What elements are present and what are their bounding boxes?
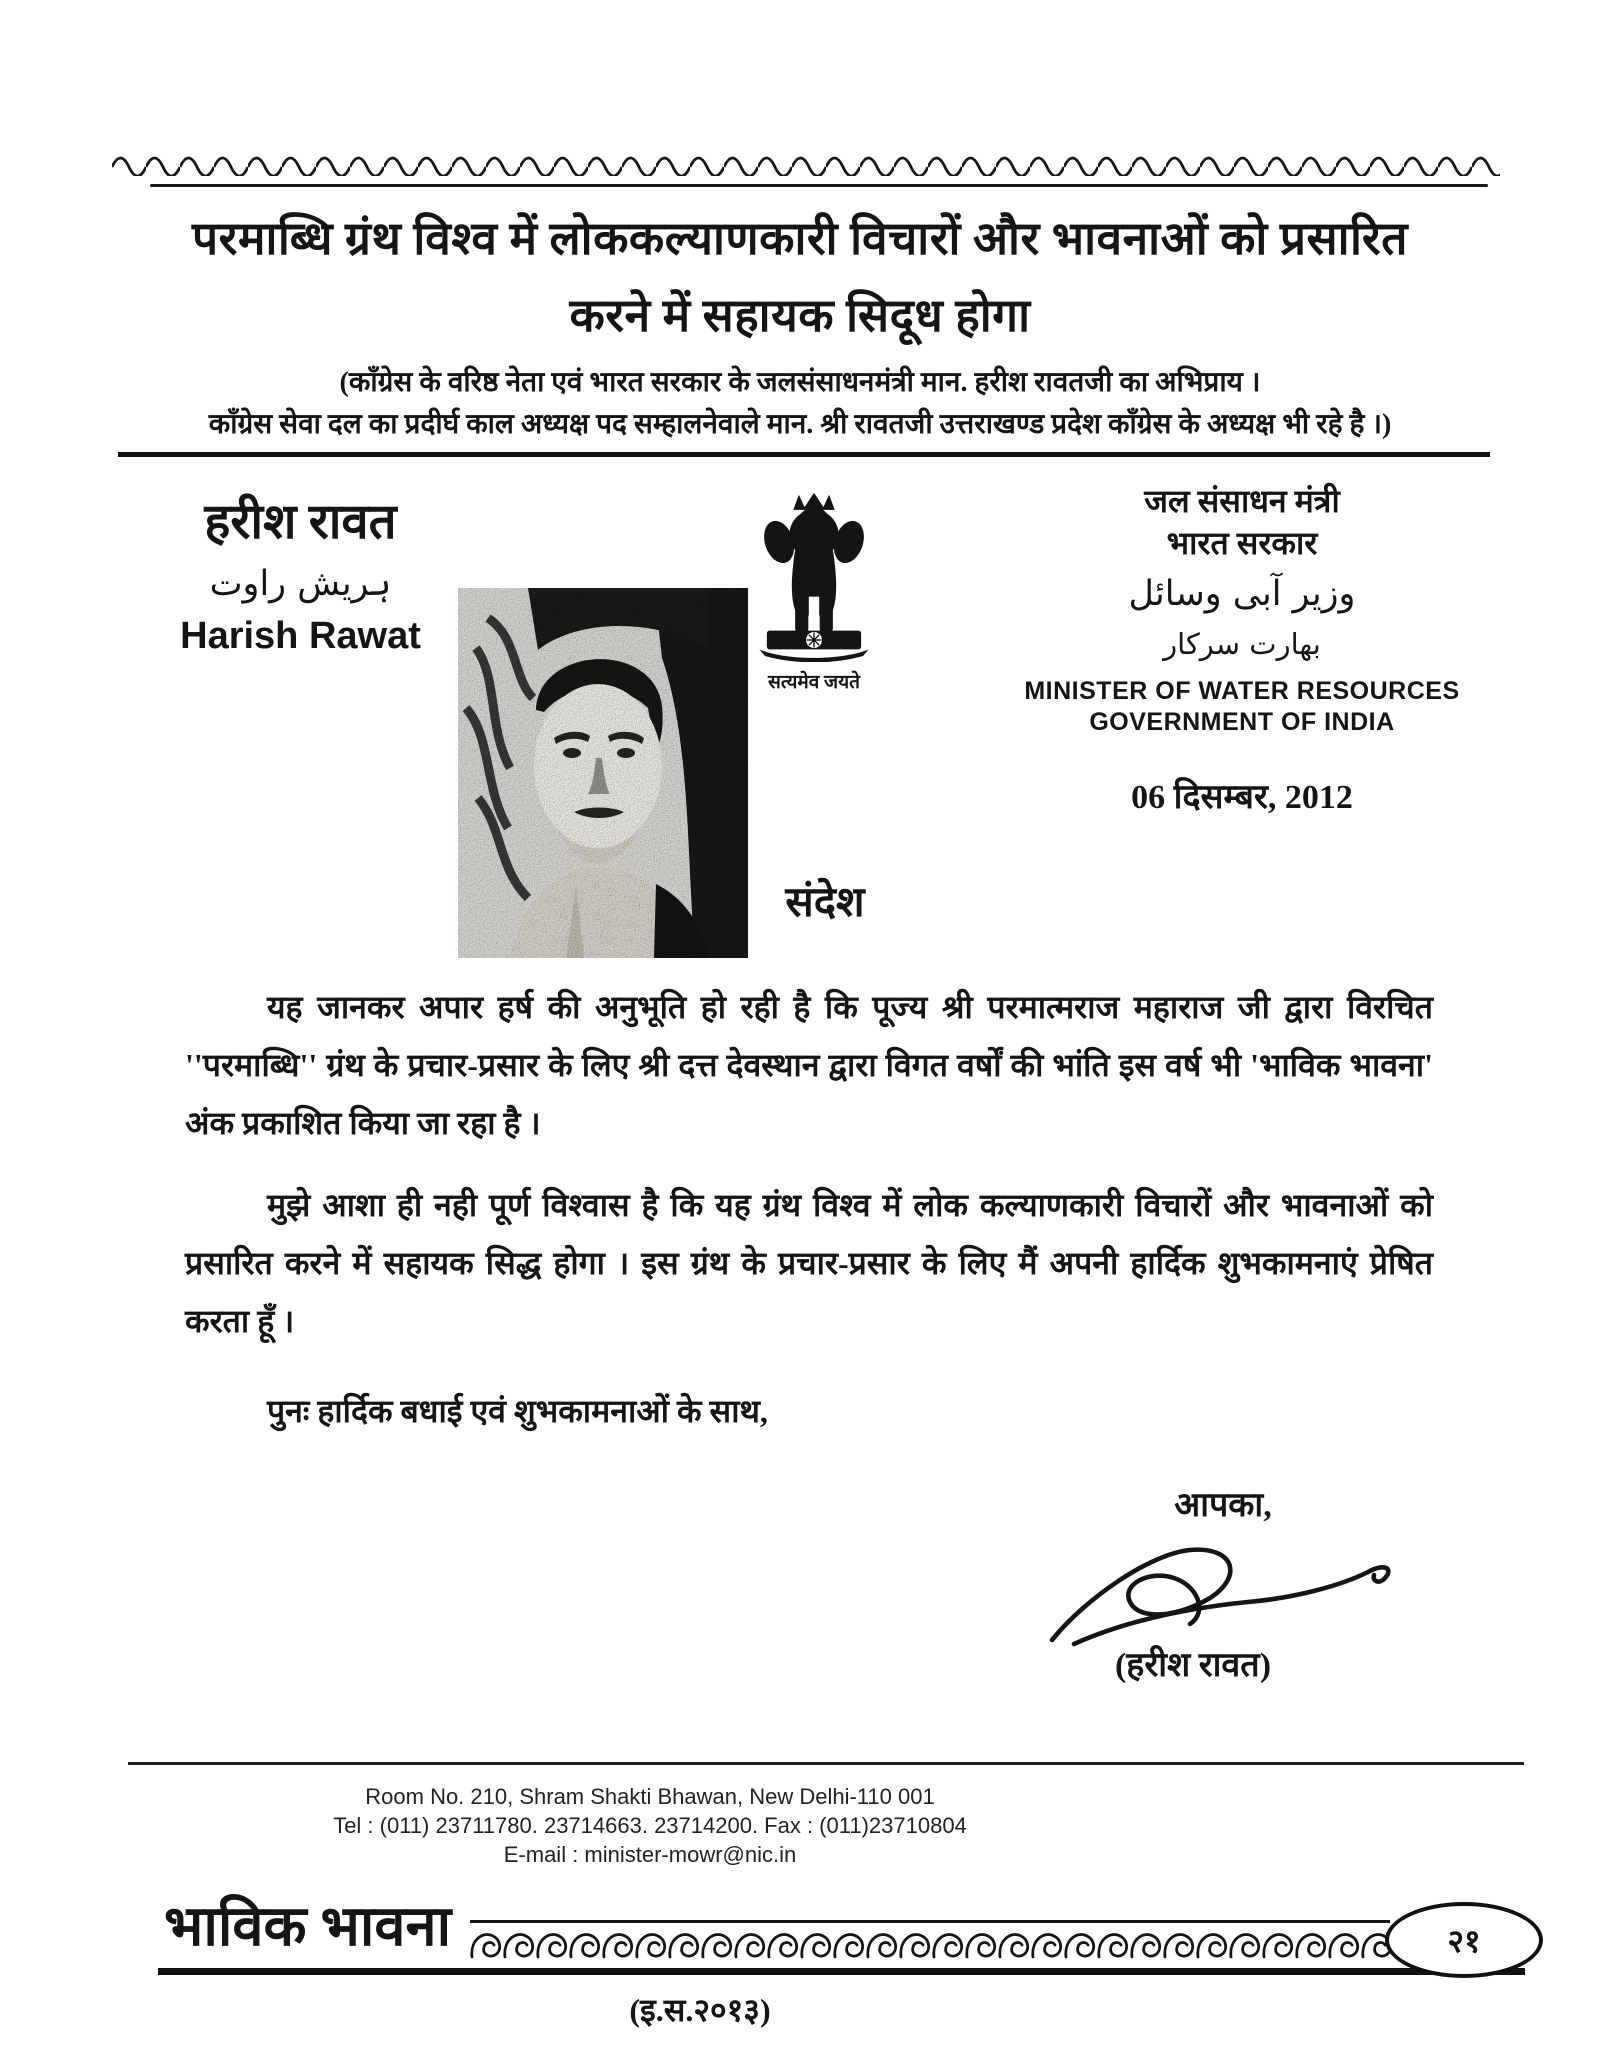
- office-urdu-line2: بھارت سرکار: [1163, 627, 1321, 661]
- address-line3: E-mail : minister-mowr@nic.in: [503, 1842, 797, 1867]
- top-rule: [150, 184, 1488, 187]
- minister-name-block: [148, 492, 453, 658]
- subnote-line1: (काँग्रेस के वरिष्ठ नेता एवं भारत सरकार के जलसंसाधनमंत्री मान. हरीश रावतजी का अभिप्राय ।: [339, 367, 1261, 398]
- office-hindi-line2: भारत सरकार: [1166, 525, 1318, 561]
- letter-paragraph-2: मुझे आशा ही नही पूर्ण विश्वास है कि यह ग्रंथ विश्व में लोक कल्याणकारी विचारों और भावनाओं को प्रसारित करने में सहायक सिद्ध होगा । इस ग्रंथ के प्रचार-प्रसार के लिए मैं अपनी हार्दिक शुभकामनाएं प्रेषित करता हूँ ।: [185, 1187, 1433, 1339]
- scroll-border-decoration: [470, 1920, 1390, 1968]
- emblem-motto: सत्यमेव जयते: [768, 672, 860, 693]
- address-line1: Room No. 210, Shram Shakti Bhawan, New Delhi-110 001: [365, 1784, 935, 1809]
- minister-office-block: [1022, 480, 1462, 818]
- office-urdu-line1: وزیر آبی وسائل: [1128, 574, 1356, 614]
- letter-paragraph-1: यह जानकर अपार हर्ष की अनुभूति हो रही है कि पूज्य श्री परमात्मराज महाराज जी द्वारा विरचित ''परमाब्धि'' ग्रंथ के प्रचार-प्रसार के लिए श्री दत्त देवस्थान द्वारा विगत वर्षों की भांति इस वर्ष भी 'भाविक भावना' अंक प्रकाशित किया जा रहा है ।: [185, 989, 1433, 1141]
- letter-body: [185, 978, 1433, 1440]
- publication-masthead: भाविक भावना: [162, 1896, 459, 1974]
- address-line2: Tel : (011) 23711780. 23714663. 23714200. Fax : (011)23710804: [333, 1813, 967, 1838]
- headline-line1: परमाब्धि ग्रंथ विश्व में लोककल्याणकारी विचारों और भावनाओं को प्रसारित: [192, 213, 1408, 264]
- name-hindi: हरीश रावत: [204, 494, 397, 549]
- national-emblem-icon: [748, 486, 880, 662]
- letter-paragraph-3: पुनः हार्दिक बधाई एवं शुभकामनाओं के साथ,: [267, 1393, 768, 1429]
- header-divider-rule: [118, 452, 1490, 457]
- headline-line2: करने में सहायक सिदूध होगा: [569, 290, 1031, 341]
- letter-heading: संदेश: [785, 880, 865, 926]
- office-english-line1: MINISTER OF WATER RESOURCES: [1024, 677, 1460, 705]
- office-address-block: [280, 1782, 1020, 1869]
- bottom-rule: [158, 1968, 1525, 1975]
- letter-date: 06 दिसम्बर, 2012: [1131, 779, 1353, 816]
- name-urdu: ہریش راوت: [209, 564, 392, 604]
- wavy-divider: [112, 146, 1500, 176]
- footer-rule: [128, 1762, 1524, 1765]
- subnote-line2: काँग्रेस सेवा दल का प्रदीर्घ काल अध्यक्ष पद सम्हालनेवाले मान. श्री रावतजी उत्तराखण्ड प्रदेश काँग्रेस के अध्यक्ष भी रहे है ।): [208, 409, 1392, 440]
- office-english-line2: GOVERNMENT OF INDIA: [1089, 708, 1395, 736]
- closing-salutation: आपका,: [1174, 1487, 1272, 1524]
- publication-year: (इ.स.२०१३): [629, 1992, 771, 2028]
- name-english: Harish Rawat: [180, 615, 421, 657]
- signature-graphic: [1038, 1528, 1410, 1654]
- signatory-name: (हरीश रावत): [1114, 1647, 1272, 1684]
- page-number-badge: २१: [1385, 1902, 1543, 1978]
- office-hindi-line1: जल संसाधन मंत्री: [1144, 483, 1340, 519]
